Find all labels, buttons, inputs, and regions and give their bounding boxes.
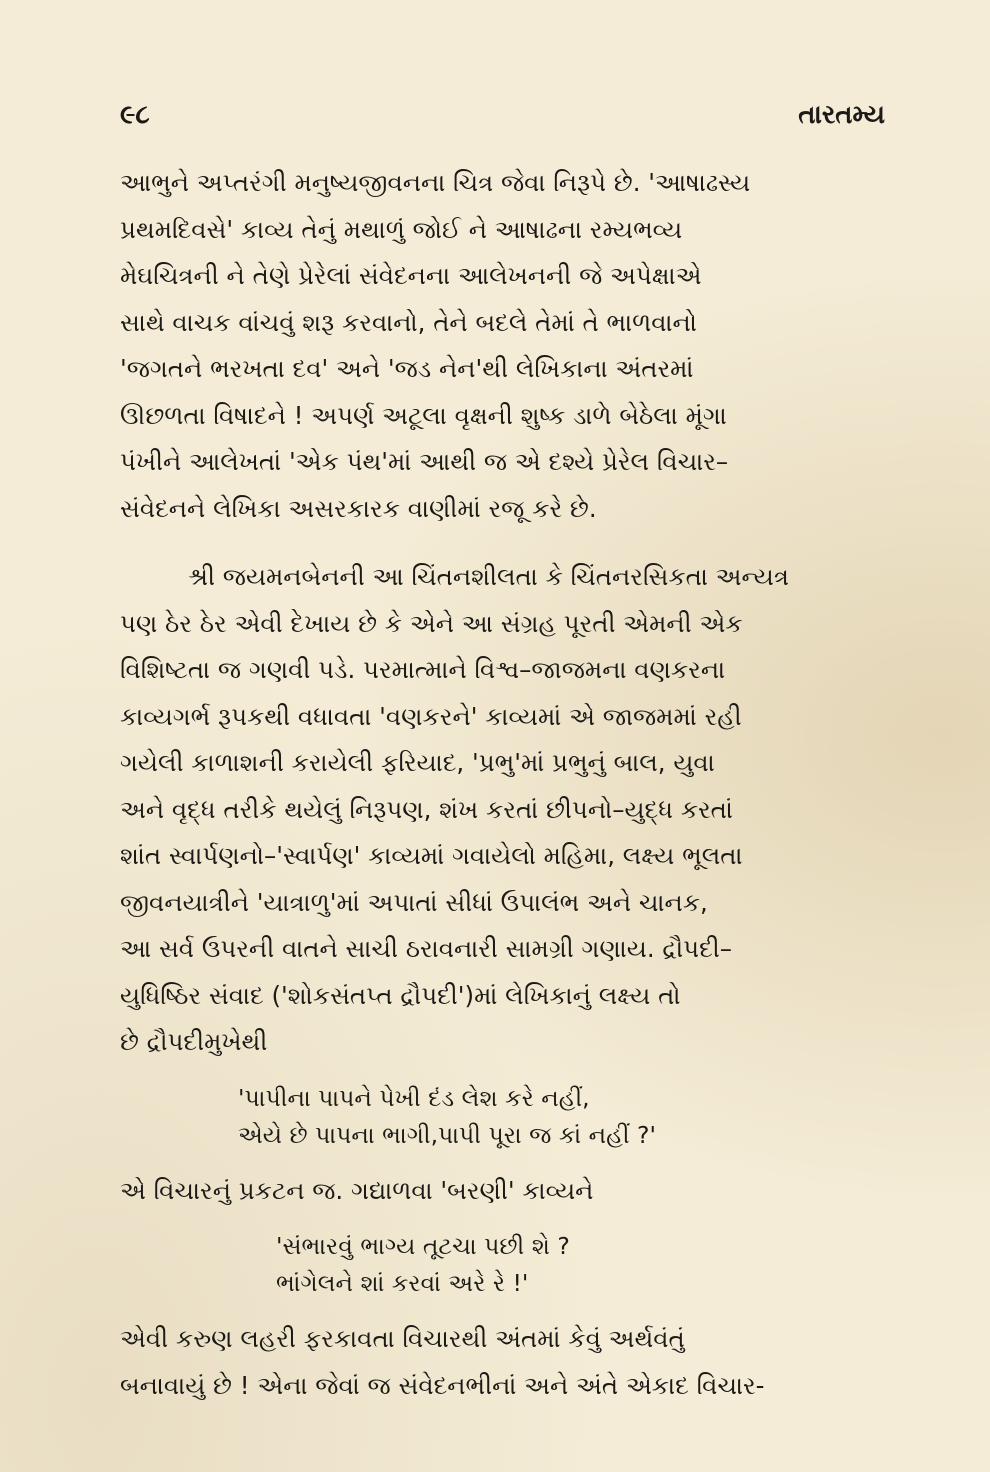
- verse-line: 'પાપીના પાપને પેખી દંડ લેશ કરે નહીં,: [238, 1083, 590, 1112]
- text-line: અને વૃદ્ધ તરીકે થયેલું નિરૂપણ, શંખ કરતાં છીપનો–યુદ્ધ કરતાં: [120, 794, 733, 824]
- text-line: કાવ્યગર્ભ રૂપકથી વધાવતા 'વણકરને' કાવ્યમાં એ જાજમમાં રહી: [120, 701, 742, 731]
- text-line: સાથે વાચક વાંચવું શરૂ કરવાનો, તેને બદલે તેમાં તે ભાળવાનો: [120, 307, 697, 337]
- verse-quote-1: [120, 1080, 890, 1154]
- page-body: [120, 160, 890, 1409]
- text-line: જીવનયાત્રીને 'યાત્રાળુ'માં અપાતાં સીધાં ઉપાલંભ અને ચાનક,: [120, 887, 708, 917]
- paragraph-bridge: [120, 1168, 890, 1215]
- text-line: આ સર્વ ઉપરની વાતને સાચી ઠરાવનારી સામગ્રી ગણાય. દ્રૌપદી–: [120, 934, 733, 963]
- text-line: યુધિષ્ઠિર સંવાદ ('શોકસંતપ્ત દ્રૌપદી')માં લેખિકાનું લક્ષ્ય તો: [120, 980, 681, 1010]
- text-line: આભુને અપ્તરંગી મનુષ્યજીવનના ચિત્ર જેવા નિરૂપે છે. 'આષાઢસ્ય: [120, 168, 751, 197]
- paragraph-end: [120, 1316, 890, 1409]
- page-header: [0, 100, 990, 140]
- verse-quote-2: [120, 1228, 890, 1302]
- text-line: શ્રી જયમનબેનની આ ચિંતનશીલતા કે ચિંતનરસિકતા અન્યત્ર: [188, 562, 789, 591]
- text-line: પંખીને આલેખતાં 'એક પંથ'માં આથી જ એ દશ્યે પ્રેરેલ વિચાર–: [120, 447, 729, 476]
- text-line: વિશિષ્ટતા જ ગણવી પડે. પરમાત્માને વિશ્વ–જાજમના વણકરના: [120, 655, 726, 684]
- text-line: ઊછળતા વિષાદને ! અપર્ણ અટૂલા વૃક્ષની શુષ્ક ડાળે બેઠેલા મૂંગા: [120, 400, 727, 430]
- text-line: સંવેદનને લેખિકા અસરકારક વાણીમાં રજૂ કરે છે.: [120, 493, 597, 523]
- text-line: પણ ઠેર ઠેર એવી દેખાય છે કે એને આ સંગ્રહ પૂરતી એમની એક: [120, 608, 743, 638]
- text-line: એવી કરુણ લહરી ફરકાવતા વિચારથી અંતમાં કેવું અર્થવંતું: [120, 1324, 685, 1353]
- verse-line: ભાંગેલને શાં કરવાં અરે રે !': [276, 1269, 529, 1297]
- text-line: મેઘચિત્રની ને તેણે પ્રેરેલાં સંવેદનના આલેખનની જે અપેક્ષાએ: [120, 261, 702, 290]
- running-title: તારતમ્ય: [798, 100, 885, 130]
- text-line: છે દ્રૌપદીમુખેથી: [120, 1027, 268, 1056]
- paragraph-2: [120, 554, 890, 1066]
- text-line: 'જગતને ભરખતા દવ' અને 'જડ નેન'થી લેખિકાના અંતરમાં: [120, 354, 694, 383]
- text-line: બનાવાયું છે ! એના જેવાં જ સંવેદનભીનાં અને અંતે એકાદ વિચાર-: [120, 1370, 765, 1400]
- page-number: ૯૮: [120, 100, 150, 130]
- paragraph-1: [120, 160, 890, 532]
- text-line: શાંત સ્વાર્પણનો–'સ્વાર્પણ' કાવ્યમાં ગવાયેલો મહિમા, લક્ષ્ય ભૂલતા: [120, 841, 743, 870]
- verse-line: 'સંભારવું ભાગ્ય તૂટચા પછી શે ?: [276, 1232, 570, 1260]
- verse-line: એયે છે પાપના ભાગી,પાપી પૂરા જ કાં નહીં ?': [238, 1120, 656, 1149]
- text-line: પ્રથમદિવસે' કાવ્ય તેનું મથાળું જોઈ ને આષાઢના રમ્યભવ્ય: [120, 214, 683, 244]
- text-line: એ વિચારનું પ્રકટન જ. ગદ્યાળવા 'બરણી' કાવ્યને: [120, 1175, 594, 1205]
- text-line: ગયેલી કાળાશની કરાયેલી ફરિયાદ, 'પ્રભુ'માં પ્રભુનું બાલ, યુવા: [120, 748, 715, 777]
